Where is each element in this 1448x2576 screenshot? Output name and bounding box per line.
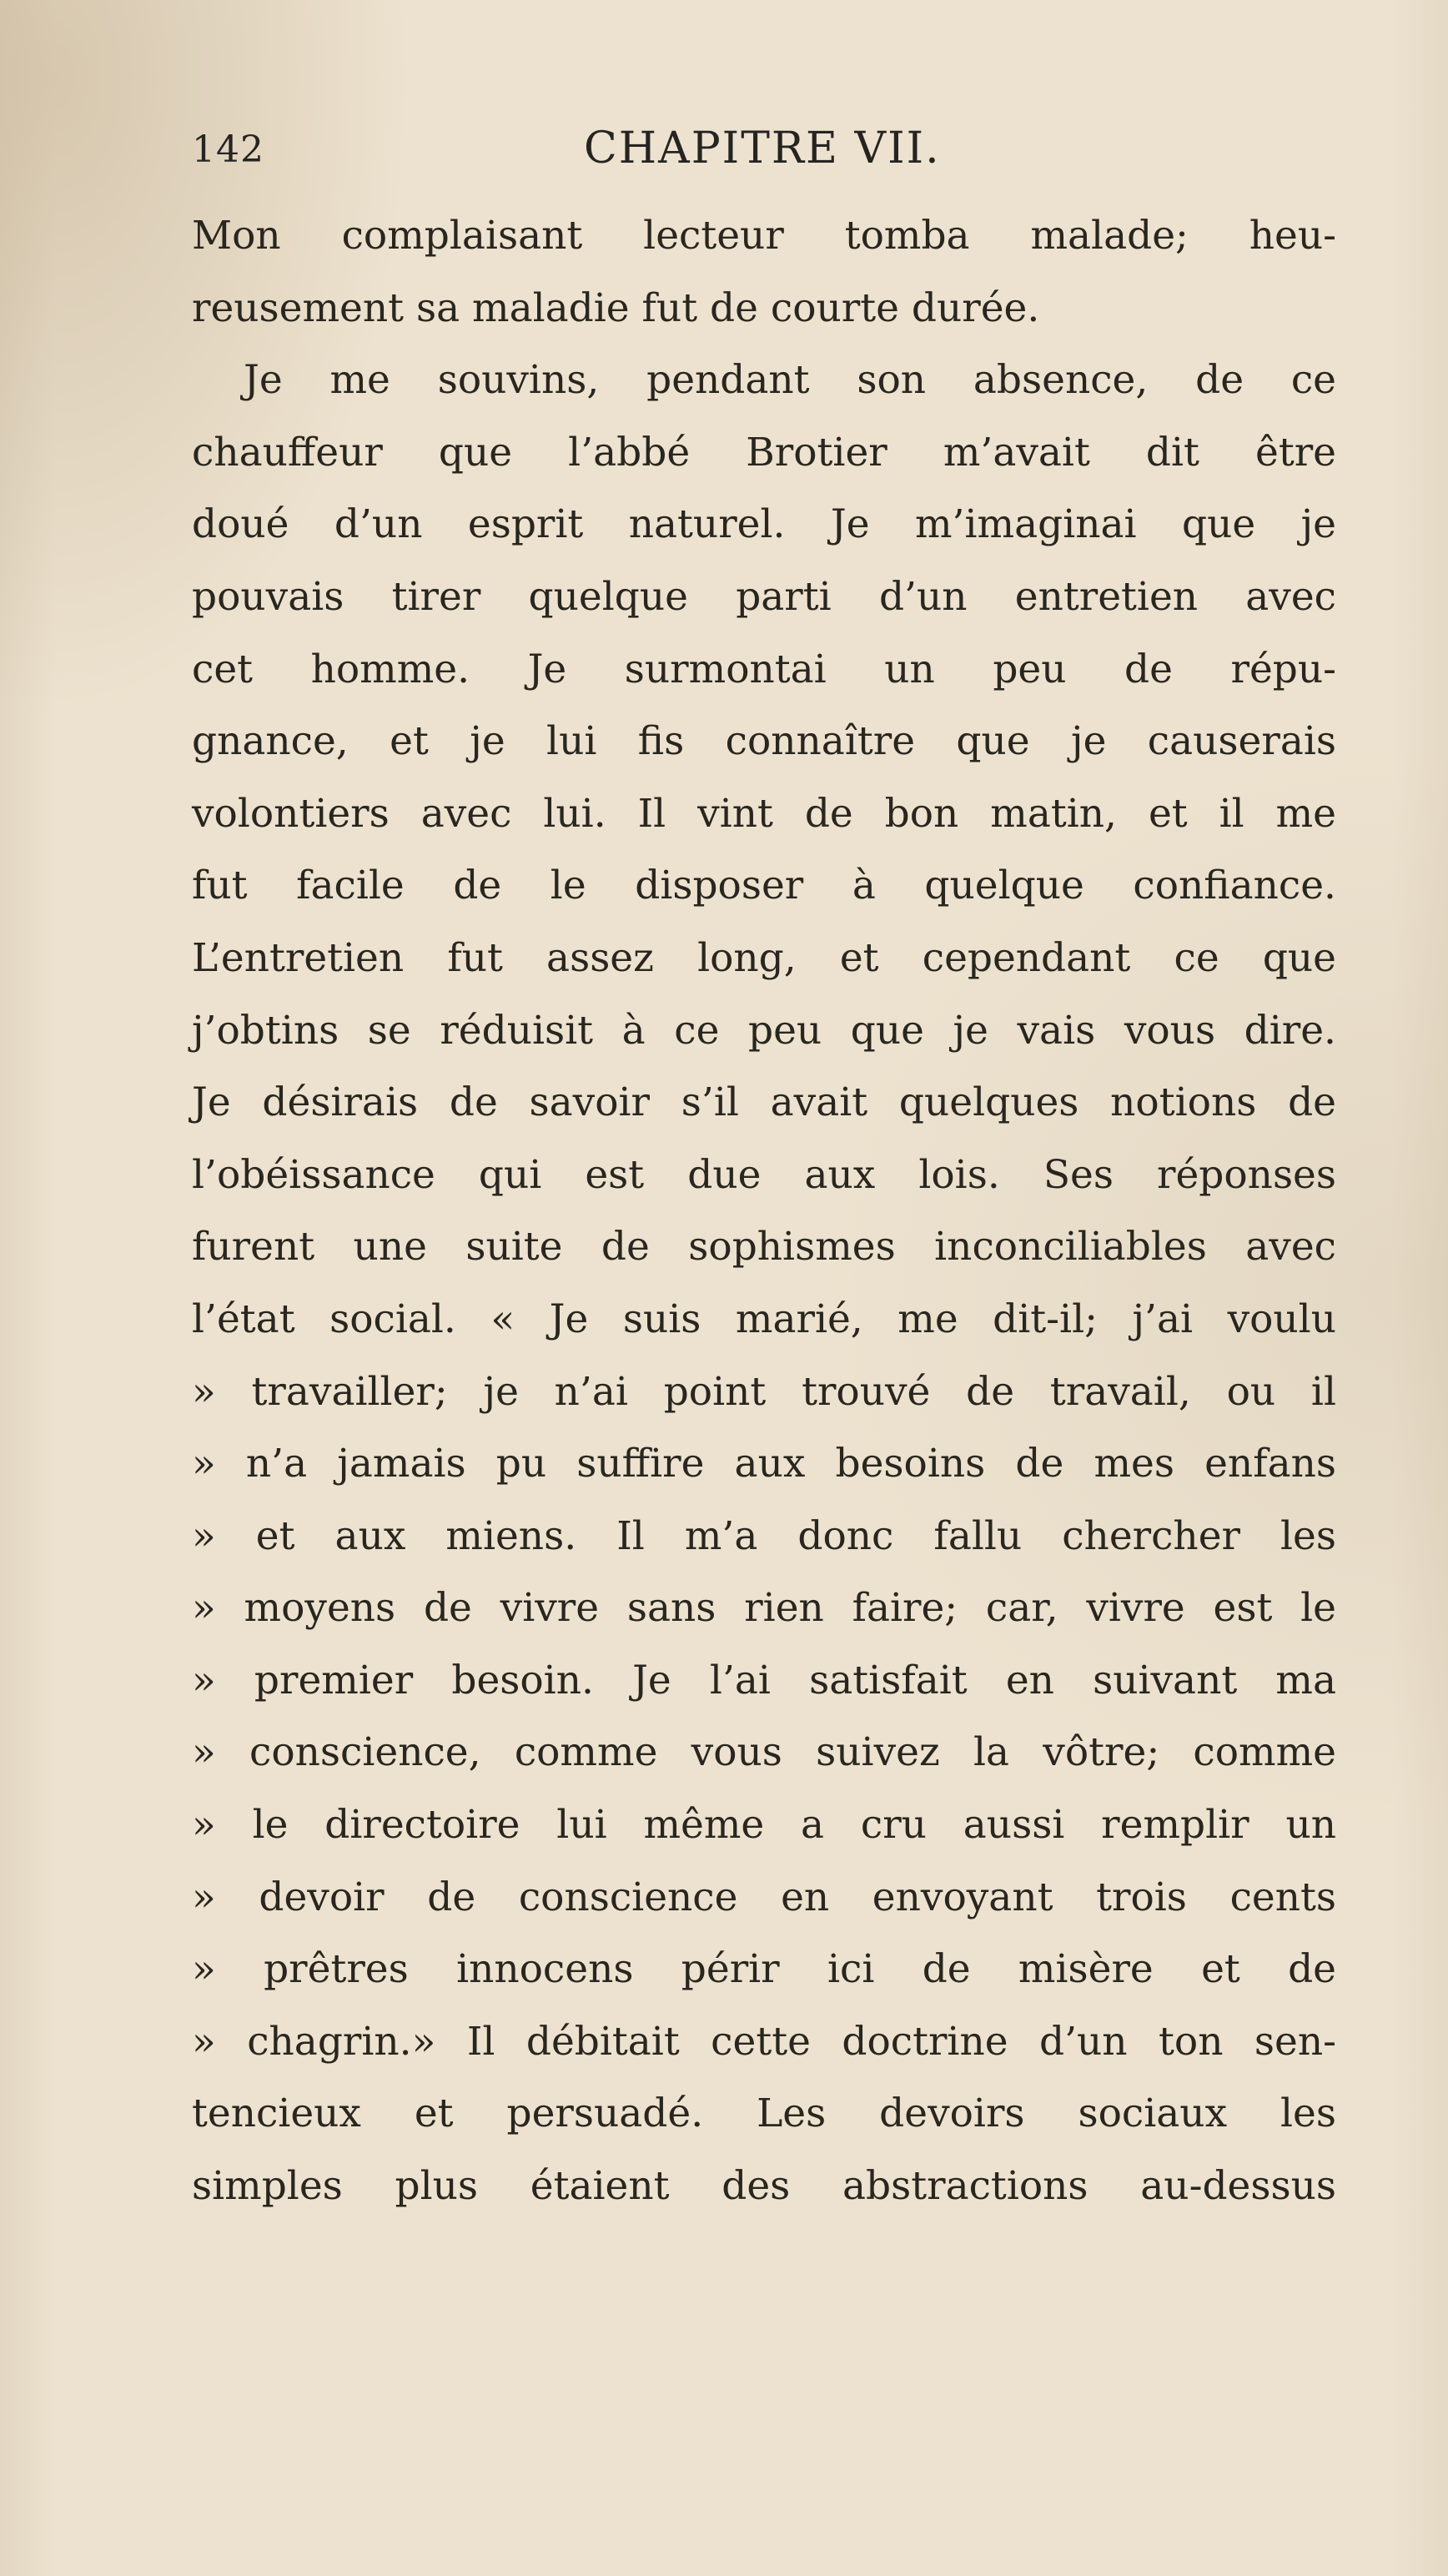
text-line: » n’a jamais pu suffire aux besoins de mes enfans <box>192 1441 1336 1487</box>
text-line: Je me souvins, pendant son absence, de ce <box>244 357 1336 404</box>
text-line: l’état social. « Je suis marié, me dit-il; j’ai voulu <box>192 1296 1336 1342</box>
text-line: tencieux et persuadé. Les devoirs sociaux les <box>192 2090 1336 2137</box>
body-text <box>192 200 1336 2223</box>
text-line: » chagrin.» Il débitait cette doctrine d’un ton sen- <box>192 2018 1336 2065</box>
text-line: chauffeur que l’abbé Brotier m’avait dit être <box>192 429 1336 475</box>
text-line: furent une suite de sophismes inconciliables avec <box>192 1224 1336 1270</box>
page-header <box>0 123 1448 182</box>
text-line: » le directoire lui même a cru aussi remplir un <box>192 1802 1336 1849</box>
text-line: volontiers avec lui. Il vint de bon matin, et il me <box>192 790 1336 837</box>
text-line: pouvais tirer quelque parti d’un entretien avec <box>192 573 1336 620</box>
text-line: reusement sa maladie fut de courte durée. <box>192 284 1040 331</box>
page-number: 142 <box>192 128 264 171</box>
text-line: cet homme. Je surmontai un peu de répu- <box>192 646 1336 692</box>
text-line: Je désirais de savoir s’il avait quelques notions de <box>192 1079 1336 1126</box>
text-line: » devoir de conscience en envoyant trois cents <box>192 1874 1336 1920</box>
text-line: » conscience, comme vous suivez la vôtre; comme <box>192 1729 1336 1776</box>
text-line: l’obéissance qui est due aux lois. Ses réponses <box>192 1151 1336 1198</box>
text-line: » prêtres innocens périr ici de misère et de <box>192 1946 1336 1993</box>
text-line: » et aux miens. Il m’a donc fallu chercher les <box>192 1512 1336 1559</box>
text-line: Mon complaisant lecteur tomba malade; heu- <box>192 213 1336 259</box>
text-line: » premier besoin. Je l’ai satisfait en suivant ma <box>192 1657 1336 1703</box>
text-line: gnance, et je lui fis connaître que je causerais <box>192 718 1336 765</box>
text-line: L’entretien fut assez long, et cependant ce que <box>192 934 1336 981</box>
running-head: CHAPITRE VII. <box>584 123 941 174</box>
text-line: doué d’un esprit naturel. Je m’imaginai que je <box>192 501 1336 548</box>
text-line: fut facile de le disposer à quelque confiance. <box>192 863 1336 909</box>
text-line: » moyens de vivre sans rien faire; car, vivre est le <box>192 1585 1336 1632</box>
text-line: simples plus étaient des abstractions au-dessus <box>192 2163 1336 2210</box>
text-line: j’obtins se réduisit à ce peu que je vais vous dire. <box>192 1007 1336 1054</box>
text-line: » travailler; je n’ai point trouvé de travail, ou il <box>192 1368 1336 1415</box>
